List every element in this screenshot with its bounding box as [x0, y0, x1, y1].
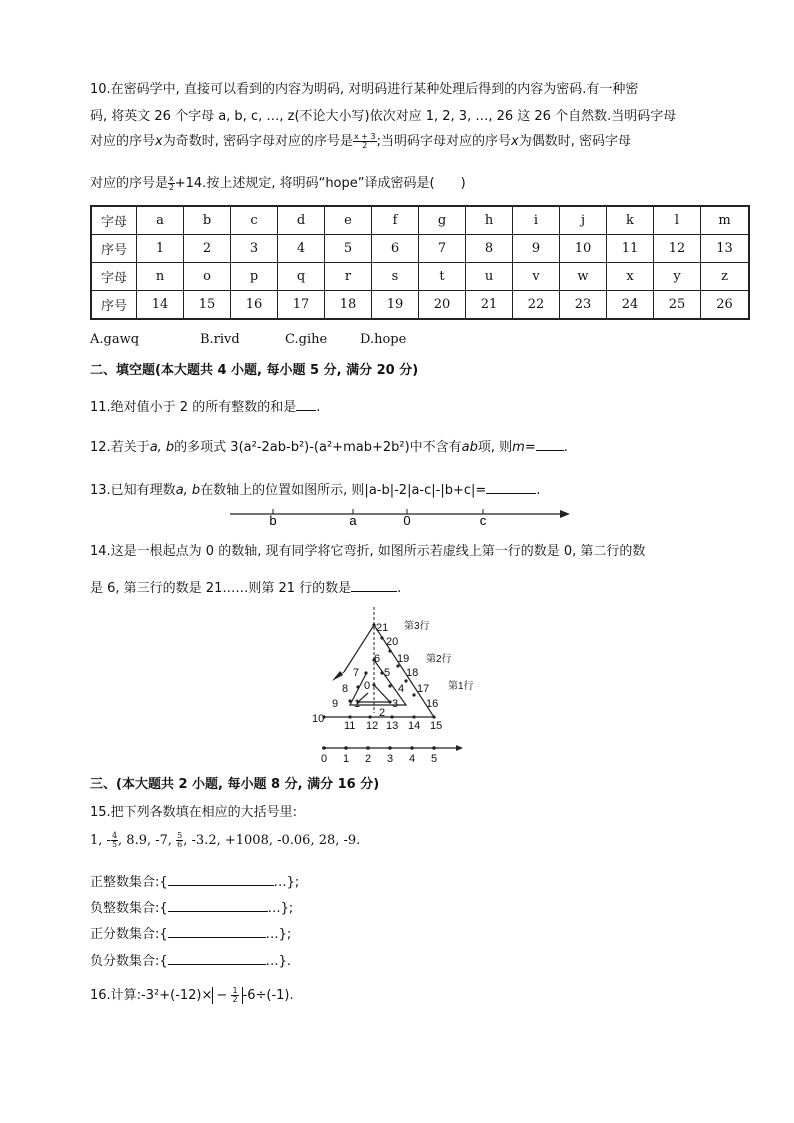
q12-vars: a, b: [149, 440, 175, 455]
table-cell: 15: [184, 291, 231, 320]
q15-title: 15.把下列各数填在相应的大括号里:: [90, 805, 298, 820]
abs-value-bars: − $\frac{1}{2}$: [212, 987, 242, 1004]
var-x: x: [511, 134, 519, 149]
fraction-5-over-6: $\frac{5}{6}$: [177, 831, 183, 849]
tri-num-12: 12: [366, 720, 379, 732]
table-cell: d: [278, 206, 325, 235]
q10-options: [90, 332, 406, 347]
row-label-1: 第1行: [448, 681, 474, 692]
axis-num-2: 2: [364, 753, 372, 765]
var-x: x: [155, 134, 163, 149]
tri-num-8: 8: [342, 683, 349, 695]
table-cell: 7: [419, 235, 466, 263]
set-positive-integers: [90, 871, 299, 890]
tri-num-17: 17: [417, 683, 430, 695]
q16-text-a: 16.计算:-3²+(-12)×: [90, 988, 213, 1003]
table-row: [91, 235, 749, 263]
q13: 13.已知有理数a, b在数轴上的位置如图所示, 则|a-b|-2|a-c|-|b+c|= .: [90, 483, 541, 498]
tri-num-1: 1: [354, 698, 361, 710]
set-answer-blank[interactable]: [168, 952, 266, 965]
tri-num-18: 18: [406, 667, 419, 679]
table-cell: 6: [372, 235, 419, 263]
q14-answer-blank[interactable]: [351, 579, 397, 592]
q10-line3-text-d: 为偶数时, 密码字母: [518, 134, 631, 149]
section-3-heading: 三、(本大题共 2 小题, 每小题 8 分, 满分 16 分): [90, 777, 380, 792]
table-cell: z: [701, 263, 750, 291]
table-cell: c: [231, 206, 278, 235]
set-label: 正整数集合:{: [90, 875, 168, 890]
table-cell: m: [701, 206, 750, 235]
table-cell: 14: [137, 291, 184, 320]
q10-line4: [90, 172, 466, 192]
table-cell: 12: [654, 235, 701, 263]
q10-line2: 码, 将英文 26 个字母 a, b, c, …, z(不论大小写)依次对应 1, 2, 3, …, 26 这 26 个自然数.当明码字母: [90, 109, 677, 124]
table-cell: p: [231, 263, 278, 291]
table-cell: x: [607, 263, 654, 291]
tri-num-20: 20: [386, 636, 399, 648]
set-answer-blank[interactable]: [168, 925, 266, 938]
q16-text-b: -6÷(-1).: [242, 988, 294, 1003]
table-cell: u: [466, 263, 513, 291]
set-label: 负分数集合:{: [90, 954, 168, 969]
table-cell: s: [372, 263, 419, 291]
table-cell: l: [654, 206, 701, 235]
table-cell: 8: [466, 235, 513, 263]
axis-num-1: 1: [342, 753, 350, 765]
table-cell: 10: [560, 235, 607, 263]
q12: 12.若关于a, b的多项式 3(a²-2ab-b²)-(a²+mab+2b²)中不含有ab项, 则m= .: [90, 440, 568, 455]
row-label-2: 第2行: [426, 654, 452, 665]
q14-line1: 14.这是一根起点为 0 的数轴, 现有同学将它弯折, 如图所示若虚线上第一行的数是 0, 第二行的数: [90, 544, 646, 559]
table-row: [91, 263, 749, 291]
table-cell: 19: [372, 291, 419, 320]
set-label: 正分数集合:{: [90, 927, 168, 942]
table-cell: 20: [419, 291, 466, 320]
tri-num-2: 2: [379, 707, 386, 719]
set-end: …};: [265, 927, 292, 942]
axis-num-5: 5: [430, 753, 438, 765]
tri-num-14: 14: [408, 720, 421, 732]
q13-answer-blank[interactable]: [486, 481, 536, 494]
row-header: 字母: [91, 206, 137, 235]
table-cell: 9: [513, 235, 560, 263]
q10-line1: 10.在密码学中, 直接可以看到的内容为明码, 对明码进行某种处理后得到的内容为密码.有一种密: [90, 82, 639, 97]
point-a-label: a: [349, 513, 357, 527]
table-cell: h: [466, 206, 513, 235]
option-b: B.rivd: [200, 332, 240, 347]
q12-text-a: 12.若关于: [90, 440, 150, 455]
q13-text-b: 在数轴上的位置如图所示, 则|a-b|-2|a-c|-|b+c|=: [200, 483, 487, 498]
q12-m: m: [512, 440, 525, 455]
q15-nums-a: 1, -: [90, 833, 111, 848]
tri-num-11: 11: [344, 720, 356, 732]
row-header: 序号: [91, 291, 137, 320]
q10-line4-text-b: +14.按上述规定, 将明码“hope”译成密码是( ): [174, 176, 466, 191]
table-cell: f: [372, 206, 419, 235]
row-header: 字母: [91, 263, 137, 291]
fraction-x-plus-3-over-2: $\frac{x + 3}{2}$: [353, 132, 376, 150]
set-answer-blank[interactable]: [168, 873, 274, 886]
q16: [90, 984, 294, 1004]
row-header: 序号: [91, 235, 137, 263]
tri-num-19: 19: [397, 653, 410, 665]
tri-num-15: 15: [430, 720, 443, 732]
axis-num-4: 4: [408, 753, 416, 765]
table-cell: 2: [184, 235, 231, 263]
table-cell: 22: [513, 291, 560, 320]
table-cell: g: [419, 206, 466, 235]
table-cell: e: [325, 206, 372, 235]
table-cell: 1: [137, 235, 184, 263]
table-cell: 5: [325, 235, 372, 263]
axis-num-3: 3: [386, 753, 394, 765]
table-cell: r: [325, 263, 372, 291]
q14-line2: 是 6, 第三行的数是 21……则第 21 行的数是 .: [90, 581, 402, 596]
q12-answer-blank[interactable]: [536, 438, 564, 451]
set-positive-fractions: [90, 923, 291, 942]
axis-num-0: 0: [320, 753, 328, 765]
q11: 11.绝对值小于 2 的所有整数的和是 .: [90, 400, 321, 415]
point-b-label: b: [269, 513, 277, 527]
tri-num-16: 16: [426, 698, 439, 710]
table-cell: a: [137, 206, 184, 235]
option-a: A.gawq: [90, 332, 140, 347]
table-cell: o: [184, 263, 231, 291]
q15-numbers: [90, 832, 360, 849]
table-cell: 21: [466, 291, 513, 320]
q12-ab: ab: [461, 440, 478, 455]
q10-line4-text-a: 对应的序号是: [90, 176, 169, 191]
table-cell: w: [560, 263, 607, 291]
table-cell: v: [513, 263, 560, 291]
tri-num-4: 4: [398, 683, 405, 695]
table-cell: 3: [231, 235, 278, 263]
q11-text: 11.绝对值小于 2 的所有整数的和是: [90, 400, 297, 415]
q12-text-b: 的多项式 3(a²-2ab-b²)-(a²+mab+2b²)中不含有: [174, 440, 462, 455]
set-end: …};: [273, 875, 300, 890]
table-cell: q: [278, 263, 325, 291]
set-label: 负整数集合:{: [90, 901, 168, 916]
fraction-4-over-5: $\frac{4}{5}$: [111, 831, 118, 849]
tri-num-13: 13: [386, 720, 399, 732]
bent-number-line-figure: [310, 605, 480, 765]
set-end: …};: [267, 901, 294, 916]
table-row: [91, 291, 749, 320]
tri-num-7: 7: [353, 667, 360, 679]
table-row: [91, 206, 749, 235]
q10-line3-text-c: ;当明码字母对应的序号: [376, 134, 511, 149]
tri-num-10: 10: [312, 713, 325, 725]
table-cell: t: [419, 263, 466, 291]
table-cell: 13: [701, 235, 750, 263]
q10-line3-text-a: 对应的序号: [90, 134, 156, 149]
tri-num-3: 3: [392, 698, 399, 710]
tri-num-21: 21: [376, 622, 389, 634]
fraction-1-over-2: $\frac{1}{2}$: [232, 986, 238, 1004]
table-cell: y: [654, 263, 701, 291]
q11-answer-blank[interactable]: [296, 398, 316, 411]
table-cell: 4: [278, 235, 325, 263]
origin-label: 0: [403, 513, 411, 527]
table-cell: 23: [560, 291, 607, 320]
q12-text-d: =: [524, 440, 536, 455]
table-cell: b: [184, 206, 231, 235]
table-cell: i: [513, 206, 560, 235]
option-d: D.hope: [360, 332, 407, 347]
tri-num-9: 9: [332, 698, 339, 710]
section-2-heading: 二、填空题(本大题共 4 小题, 每小题 5 分, 满分 20 分): [90, 363, 419, 378]
table-cell: 16: [231, 291, 278, 320]
table-cell: 25: [654, 291, 701, 320]
table-cell: n: [137, 263, 184, 291]
q15-nums-b: , 8.9, -7,: [118, 833, 173, 848]
fraction-x-over-2: $\frac{x}{2}$: [168, 174, 174, 192]
point-c-label: c: [479, 513, 487, 527]
tri-num-6: 6: [374, 653, 381, 665]
table-cell: k: [607, 206, 654, 235]
set-answer-blank[interactable]: [168, 899, 268, 912]
row-label-3: 第3行: [404, 621, 430, 632]
table-cell: j: [560, 206, 607, 235]
set-negative-fractions: [90, 950, 291, 969]
q10-line3-text-b: 为奇数时, 密码字母对应的序号是: [162, 134, 353, 149]
q15-nums-c: , -3.2, +1008, -0.06, 28, -9.: [183, 833, 361, 848]
q10-line3: [90, 130, 631, 150]
q14-line2-text: 是 6, 第三行的数是 21……则第 21 行的数是: [90, 581, 352, 596]
tri-num-0: 0: [364, 680, 371, 692]
table-cell: 24: [607, 291, 654, 320]
table-cell: 18: [325, 291, 372, 320]
set-end: …}.: [265, 954, 292, 969]
set-negative-integers: [90, 897, 293, 916]
option-c: C.gihe: [285, 332, 328, 347]
table-cell: 11: [607, 235, 654, 263]
q13-number-line: [225, 505, 575, 527]
q13-text-a: 13.已知有理数: [90, 483, 176, 498]
q12-text-c: 项, 则: [477, 440, 513, 455]
letter-code-table: [90, 205, 750, 320]
q13-vars: a, b: [175, 483, 201, 498]
tri-num-5: 5: [384, 667, 391, 679]
table-cell: 26: [701, 291, 750, 320]
table-cell: 17: [278, 291, 325, 320]
